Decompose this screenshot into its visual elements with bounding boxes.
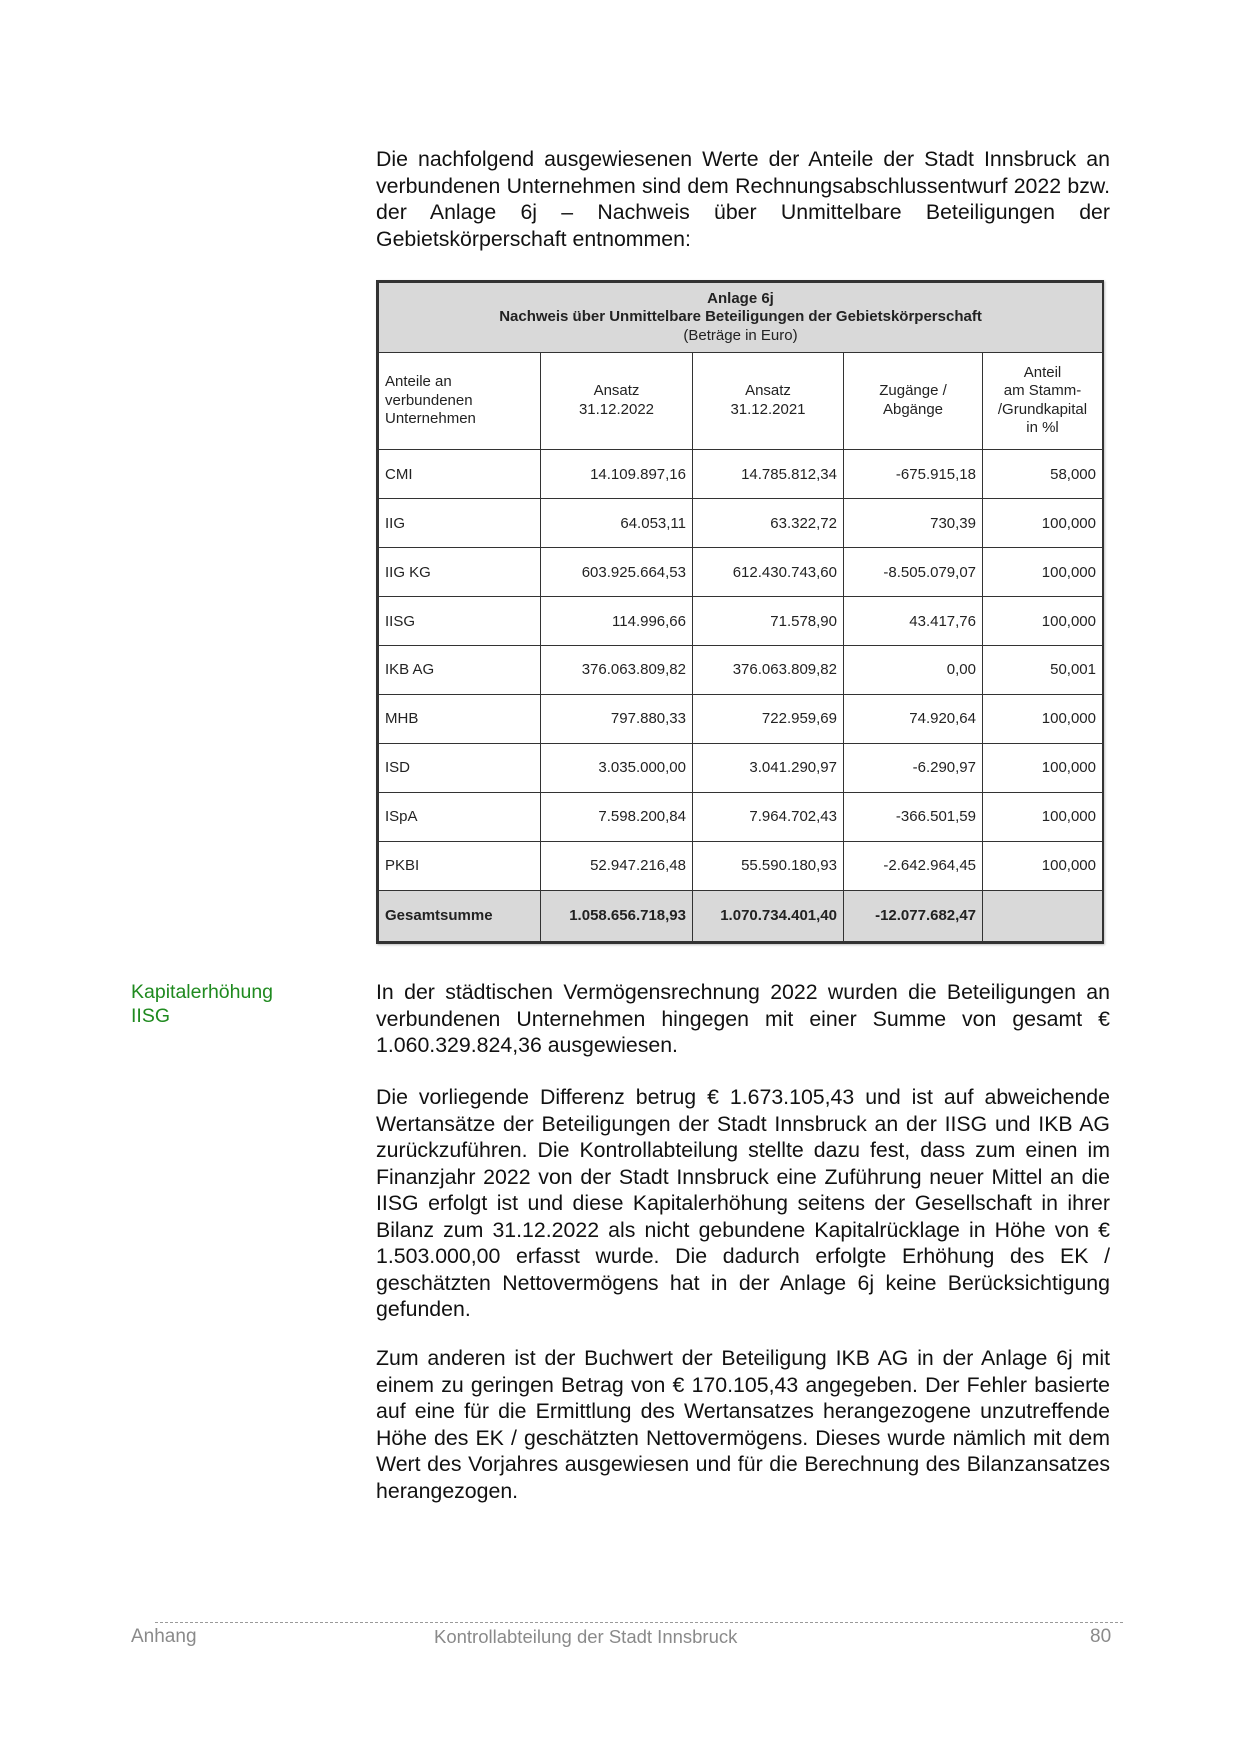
anteil-prozent: 100,000 bbox=[983, 792, 1103, 841]
ansatz-2021: 55.590.180,93 bbox=[693, 841, 844, 890]
company-name: IISG bbox=[379, 597, 541, 646]
company-name: IKB AG bbox=[379, 646, 541, 695]
anteil-prozent: 100,000 bbox=[983, 499, 1103, 548]
footer-organization: Kontrollabteilung der Stadt Innsbruck bbox=[434, 1626, 738, 1647]
total-label: Gesamtsumme bbox=[379, 890, 541, 941]
table-row bbox=[379, 450, 1103, 499]
company-name: ISpA bbox=[379, 792, 541, 841]
intro-paragraph: Die nachfolgend ausgewiesenen Werte der Anteile der Stadt Innsbruck an verbundenen Unternehmen sind dem Rechnungsabschlussentwurf 2022 bzw. der Anlage 6j – Nachweis über Unmittelbare Beteiligungen der Gebietskörperschaft entnommen: bbox=[376, 147, 1110, 251]
header-ansatz-2021: Ansatz 31.12.2021 bbox=[693, 352, 844, 450]
table-row bbox=[379, 743, 1103, 792]
total-zugaenge: -12.077.682,47 bbox=[844, 890, 983, 941]
header-anteil-stammkapital: Anteil am Stamm- /Grundkapital in %l bbox=[983, 352, 1103, 450]
zugaenge-abgaenge: 74.920,64 bbox=[844, 694, 983, 743]
anteil-prozent: 100,000 bbox=[983, 694, 1103, 743]
company-name: IIG KG bbox=[379, 548, 541, 597]
ansatz-2022: 7.598.200,84 bbox=[541, 792, 693, 841]
ansatz-2022: 14.109.897,16 bbox=[541, 450, 693, 499]
zugaenge-abgaenge: -675.915,18 bbox=[844, 450, 983, 499]
table-row bbox=[379, 548, 1103, 597]
table-unit: (Beträge in Euro) bbox=[683, 326, 798, 344]
zugaenge-abgaenge: -6.290,97 bbox=[844, 743, 983, 792]
ansatz-2021: 376.063.809,82 bbox=[693, 646, 844, 695]
company-name: PKBI bbox=[379, 841, 541, 890]
anteil-prozent: 100,000 bbox=[983, 743, 1103, 792]
zugaenge-abgaenge: -366.501,59 bbox=[844, 792, 983, 841]
company-name: MHB bbox=[379, 694, 541, 743]
anteil-prozent: 100,000 bbox=[983, 841, 1103, 890]
table-row bbox=[379, 597, 1103, 646]
margin-note bbox=[131, 980, 331, 1028]
anteil-prozent: 100,000 bbox=[983, 548, 1103, 597]
total-ansatz-2021: 1.070.734.401,40 bbox=[693, 890, 844, 941]
paragraph-vermoegensrechnung: In der städtischen Vermögensrechnung 2022 wurden die Beteiligungen an verbundenen Unternehmen hingegen mit einer Summe von gesamt € 1.060.329.824,36 ausgewiesen. bbox=[376, 980, 1110, 1057]
ansatz-2022: 603.925.664,53 bbox=[541, 548, 693, 597]
header-zugaenge-abgaenge: Zugänge / Abgänge bbox=[844, 352, 983, 450]
ansatz-2022: 52.947.216,48 bbox=[541, 841, 693, 890]
table-subtitle: Nachweis über Unmittelbare Beteiligungen der Gebietskörperschaft bbox=[499, 308, 982, 326]
ansatz-2021: 14.785.812,34 bbox=[693, 450, 844, 499]
ansatz-2022: 797.880,33 bbox=[541, 694, 693, 743]
ansatz-2022: 3.035.000,00 bbox=[541, 743, 693, 792]
zugaenge-abgaenge: -8.505.079,07 bbox=[844, 548, 983, 597]
table-row bbox=[379, 694, 1103, 743]
ansatz-2022: 376.063.809,82 bbox=[541, 646, 693, 695]
page-number: 80 bbox=[1090, 1626, 1112, 1647]
table-row bbox=[379, 841, 1103, 890]
paragraph-buchwert: Zum anderen ist der Buchwert der Beteiligung IKB AG in der Anlage 6j mit einem zu geringen Betrag von € 170.105,43 angegeben. Der Fehler basierte auf eine für die Ermittlung des Wertansatzes herangezogene unzutreffende Höhe des EK / geschätzten Nettovermögens. Dieses wurde nämlich mit dem Wert des Vorjahres ausgewiesen und für die Berechnung des Bilanzansatzes herangezogen. bbox=[376, 1346, 1110, 1503]
company-name: CMI bbox=[379, 450, 541, 499]
header-ansatz-2022: Ansatz 31.12.2022 bbox=[541, 352, 693, 450]
anteil-prozent: 50,001 bbox=[983, 646, 1103, 695]
total-ansatz-2022: 1.058.656.718,93 bbox=[541, 890, 693, 941]
company-name: IIG bbox=[379, 499, 541, 548]
ansatz-2022: 114.996,66 bbox=[541, 597, 693, 646]
zugaenge-abgaenge: -2.642.964,45 bbox=[844, 841, 983, 890]
ansatz-2021: 3.041.290,97 bbox=[693, 743, 844, 792]
footer-section: Anhang bbox=[131, 1626, 197, 1647]
total-row bbox=[379, 890, 1103, 941]
ansatz-2022: 64.053,11 bbox=[541, 499, 693, 548]
ansatz-2021: 63.322,72 bbox=[693, 499, 844, 548]
total-anteil bbox=[983, 890, 1103, 941]
header-anteile: Anteile an verbundenen Unternehmen bbox=[379, 352, 541, 450]
ansatz-2021: 612.430.743,60 bbox=[693, 548, 844, 597]
table-title: Anlage 6j bbox=[707, 289, 774, 307]
anteil-prozent: 100,000 bbox=[983, 597, 1103, 646]
footer-divider bbox=[155, 1622, 1123, 1623]
table-row bbox=[379, 646, 1103, 695]
paragraph-differenz: Die vorliegende Differenz betrug € 1.673.105,43 und ist auf abweichende Wertansätze der Beteiligungen der Stadt Innsbruck an der IISG und IKB AG zurückzuführen. Die Kontrollabteilung stellte dazu fest, dass zum einen im Finanzjahr 2022 von der Stadt Innsbruck eine Zuführung neuer Mittel an die IISG erfolgt ist und diese Kapitalerhöhung seitens der Gesellschaft in ihrer Bilanz zum 31.12.2022 als nicht gebundene Kapitalrücklage in Höhe von € 1.503.000,00 erfasst wurde. Die dadurch erfolgte Erhöhung des EK / geschätzten Nettovermögens hat in der Anlage 6j keine Berücksichtigung gefunden. bbox=[376, 1085, 1110, 1321]
zugaenge-abgaenge: 43.417,76 bbox=[844, 597, 983, 646]
ansatz-2021: 7.964.702,43 bbox=[693, 792, 844, 841]
zugaenge-abgaenge: 0,00 bbox=[844, 646, 983, 695]
zugaenge-abgaenge: 730,39 bbox=[844, 499, 983, 548]
ansatz-2021: 722.959,69 bbox=[693, 694, 844, 743]
anteil-prozent: 58,000 bbox=[983, 450, 1103, 499]
margin-note-line1: Kapitalerhöhung bbox=[131, 981, 274, 1003]
company-name: ISD bbox=[379, 743, 541, 792]
ansatz-2021: 71.578,90 bbox=[693, 597, 844, 646]
margin-note-line2: IISG bbox=[131, 1005, 171, 1027]
table-row bbox=[379, 792, 1103, 841]
table-row bbox=[379, 499, 1103, 548]
table-caption bbox=[379, 283, 1103, 353]
anlage-6j-table bbox=[376, 280, 1104, 944]
